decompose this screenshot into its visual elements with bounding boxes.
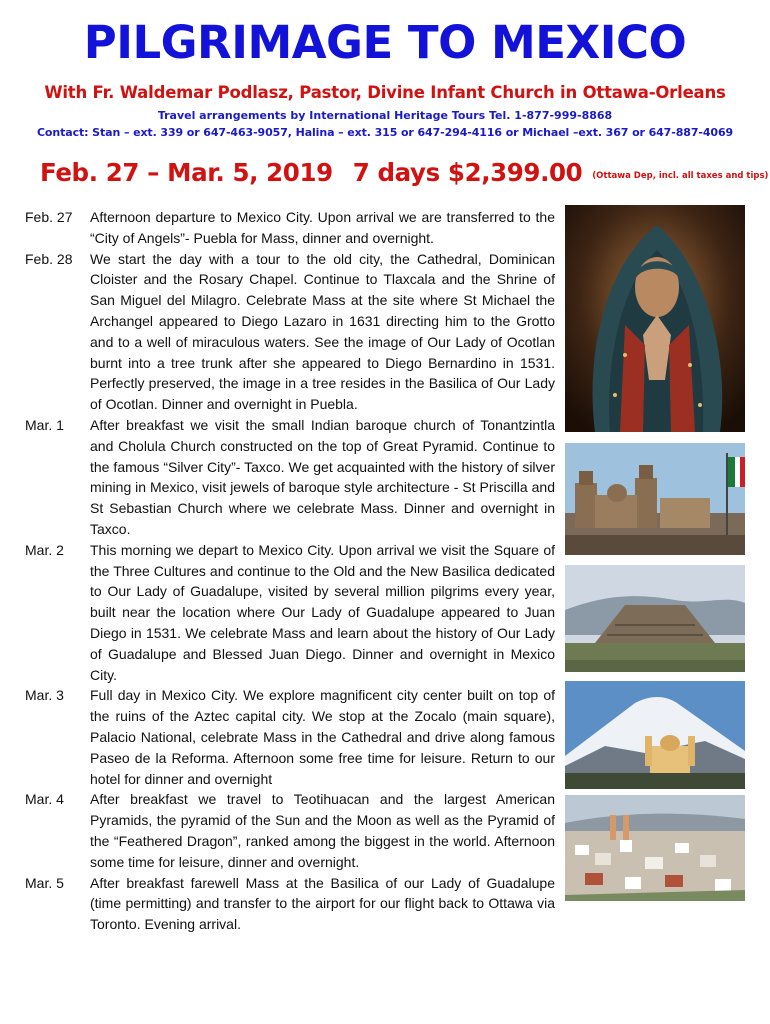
taxco-image [565,795,745,901]
trip-duration-price: 7 days $2,399.00 [352,158,583,187]
day-date: Mar. 3 [25,687,64,704]
day-date: Feb. 28 [25,250,73,267]
itinerary-day [25,207,555,249]
price-note: (Ottawa Dep, incl. all taxes and tips) [592,171,769,181]
itinerary-day [25,789,555,872]
day-date: Mar. 1 [25,416,64,433]
volcano-church-image [565,681,745,789]
trip-dates: Feb. 27 – Mar. 5, 2019 [40,158,333,187]
cathedral-image [565,443,745,555]
itinerary-day [25,873,555,935]
contact-info: Contact: Stan – ext. 339 or 647-463-9057, Halina – ext. 315 or 647-294-4116 or Michael –ext. 367 or 647-887-4069 [36,126,734,139]
day-date: Mar. 4 [25,791,64,808]
itinerary-day [25,685,555,789]
day-description: After breakfast we visit the small Indian baroque church of Tonantzintla and Cholula Church constructed on the top of Great Pyramid. Continue to the famous “Silver City”- Taxco. We get acquainted with the history of silver mining in Mexico, visit jewels of baroque style architecture - St Priscilla and St Sebastian Church where we celebrate Mass. Dinner and overnight in Taxco. [90,416,555,537]
day-description: After breakfast we travel to Teotihuacan and the largest American Pyramids, the pyramid of the Sun and the Moon as well as the Pyramid of the “Feathered Dragon”, ranked among the biggest in the world. Afternoon some time for leisure, dinner and overnight. [90,791,555,870]
pricing-line [40,153,768,193]
day-description: We start the day with a tour to the old city, the Cathedral, Dominican Cloister and the Rosary Chapel. Continue to Tlaxcala and the Shrine of San Miguel del Milagro. Celebrate Mass at the site where St Michael the Archangel appeared to Diego Lazaro in 1631 directing him to the Grotto and to a well of miraculous waters. See the image of Our Lady of Ocotlan burnt into a tree trunk after she appeared to Diego Bernardino in 1531. Perfectly preserved, the image in a tree resides in the Basilica of Our Lady of Ocotlan. Dinner and overnight in Puebla. [90,250,555,413]
subtitle: With Fr. Waldemar Podlasz, Pastor, Divine Infant Church in Ottawa-Orleans [44,83,726,102]
itinerary-day [25,249,555,415]
travel-arrangements: Travel arrangements by International Heritage Tours Tel. 1-877-999-8868 [157,109,613,122]
guadalupe-image [565,205,745,432]
page-title: PILGRIMAGE TO MEXICO [83,16,687,69]
day-date: Mar. 2 [25,541,64,558]
day-date: Feb. 27 [25,209,73,225]
day-description: After breakfast farewell Mass at the Basilica of our Lady of Guadalupe (time permitting) and transfer to the airport for our flight back to Ottawa via Toronto. Evening arrival. [90,874,555,933]
pyramid-image [565,565,745,672]
day-date: Mar. 5 [25,874,64,891]
day-description: Full day in Mexico City. We explore magnificent city center built on top of the ruins of the Aztec capital city. We stop at the Zocalo (main square), Palacio National, celebrate Mass in the Cathedral and drive along famous Paseo de la Reforma. Afternoon some free time for leisure. Return to our hotel for dinner and overnight [90,687,555,787]
itinerary-day [25,540,555,686]
day-description: This morning we depart to Mexico City. Upon arrival we visit the Square of the Three Cultures and continue to the Old and the New Basilica dedicated to Our Lady of Guadalupe, visited by several million pilgrims every year, built near the location where Our Lady of Guadalupe appeared to Juan Diego in 1531. We celebrate Mass and learn about the history of Our Lady of Guadalupe and Blessed Juan Diego. Dinner and overnight in Mexico City. [90,541,555,683]
itinerary-day [25,415,555,540]
day-description: Afternoon departure to Mexico City. Upon arrival we are transferred to the “City of Angels”- Puebla for Mass, dinner and overnight. [90,209,555,246]
itinerary [25,207,555,935]
